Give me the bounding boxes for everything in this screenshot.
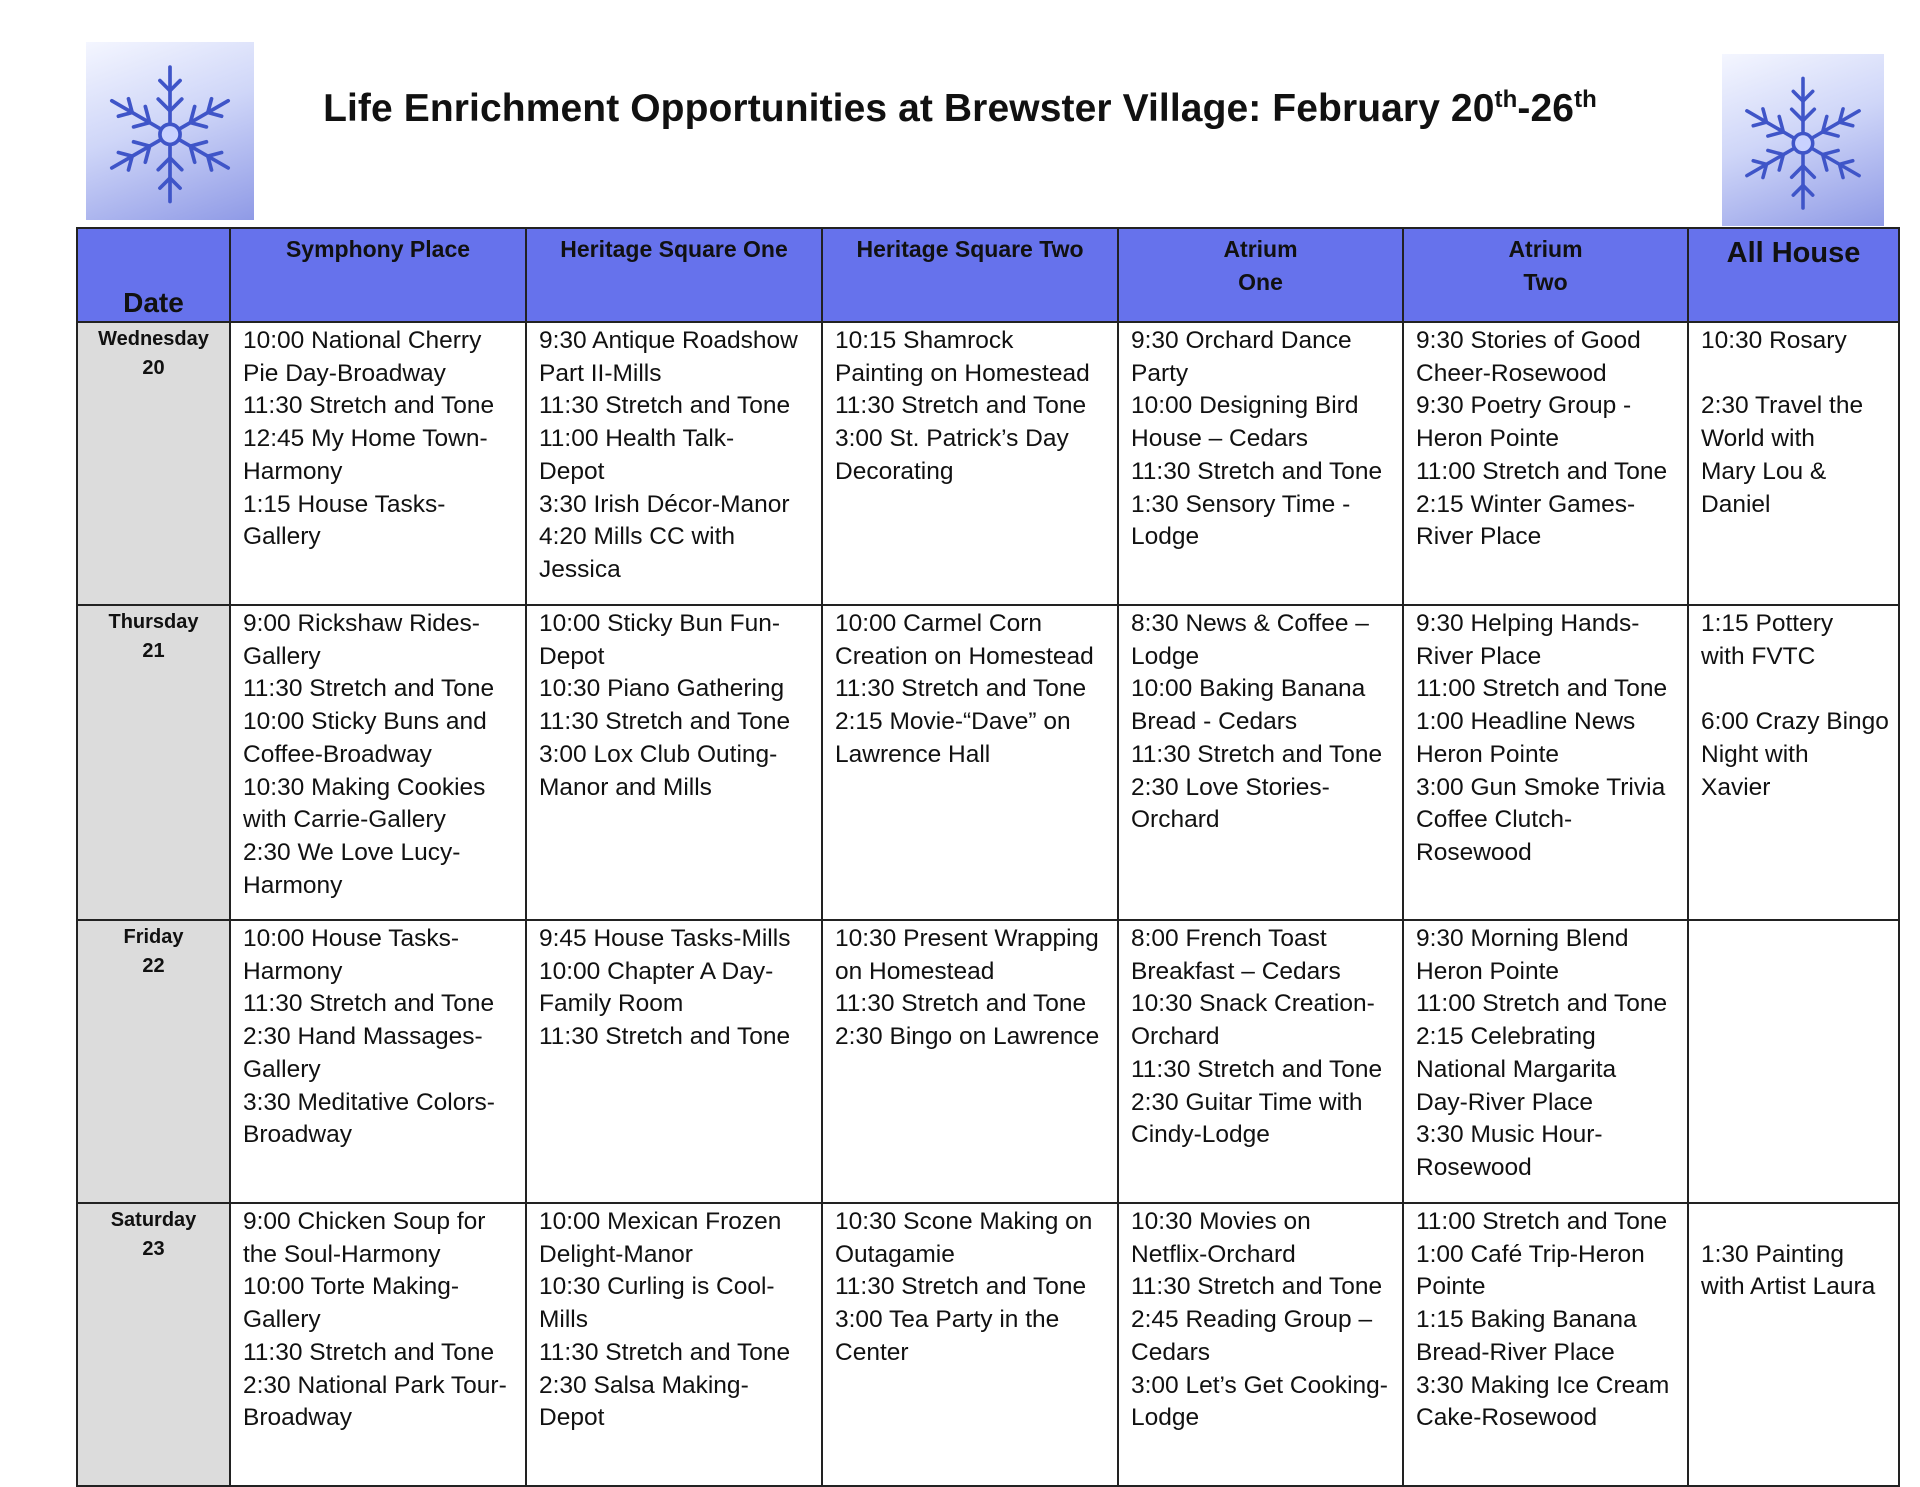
activity-line: 11:30 Stretch and Tone bbox=[243, 1338, 495, 1366]
activity-line: Harmony bbox=[243, 871, 343, 899]
activity-line: 11:30 Stretch and Tone bbox=[835, 990, 1087, 1018]
activity-line: Creation on Homestead bbox=[835, 642, 1094, 670]
activity-line: 9:30 Stories of Good bbox=[1416, 327, 1641, 354]
activity-cell-atrium-two bbox=[1403, 605, 1688, 920]
activity-line: Harmony bbox=[243, 457, 343, 485]
activity-cell-symphony-place bbox=[230, 920, 526, 1203]
activity-line: 11:30 Stretch and Tone bbox=[539, 1023, 791, 1051]
activity-line: 10:30 Present Wrapping bbox=[835, 925, 1099, 952]
activity-line: 11:30 Stretch and Tone bbox=[835, 1273, 1087, 1301]
activity-line: National Margarita bbox=[1416, 1055, 1617, 1083]
activity-cell-symphony-place bbox=[230, 1203, 526, 1486]
activity-cell-atrium-two bbox=[1403, 920, 1688, 1203]
activity-line: Cake-Rosewood bbox=[1416, 1404, 1598, 1432]
activity-line: 11:30 Stretch and Tone bbox=[1131, 1273, 1383, 1301]
activity-line: 3:00 Tea Party in the bbox=[835, 1306, 1060, 1334]
activity-line: 9:30 Orchard Dance bbox=[1131, 327, 1352, 354]
activity-line: 10:00 Torte Making- bbox=[243, 1273, 460, 1301]
activity-line: 11:00 Stretch and Tone bbox=[1416, 675, 1668, 703]
activity-line: Rosewood bbox=[1416, 1153, 1532, 1181]
activity-line: 11:30 Stretch and Tone bbox=[539, 392, 791, 420]
page-title bbox=[0, 86, 1920, 131]
activity-line bbox=[1701, 673, 1888, 706]
activity-line: Gallery bbox=[243, 1306, 321, 1334]
schedule-table bbox=[76, 227, 1900, 1487]
activity-line: 3:30 Music Hour- bbox=[1416, 1121, 1603, 1149]
activity-line bbox=[1701, 1206, 1888, 1239]
activity-line: 2:15 Winter Games- bbox=[1416, 490, 1636, 518]
activity-line: Part II-Mills bbox=[539, 359, 662, 387]
activity-line: Depot bbox=[539, 642, 605, 670]
activity-line: 4:20 Mills CC with bbox=[539, 523, 736, 551]
activity-line: Party bbox=[1131, 359, 1189, 387]
activity-line: 2:30 Guitar Time with bbox=[1131, 1088, 1363, 1116]
activity-cell-atrium-one bbox=[1118, 605, 1403, 920]
activity-line: Breakfast – Cedars bbox=[1131, 957, 1341, 985]
activity-line: 10:30 Movies on bbox=[1131, 1208, 1311, 1235]
activity-line: 2:30 Salsa Making- bbox=[539, 1371, 749, 1399]
activity-line: Harmony bbox=[243, 957, 343, 985]
activity-line: 11:30 Stretch and Tone bbox=[1131, 457, 1383, 485]
activity-line: with Artist Laura bbox=[1701, 1273, 1876, 1301]
activity-line: Outagamie bbox=[835, 1240, 955, 1268]
day-cell bbox=[77, 1203, 230, 1486]
activity-line: 2:45 Reading Group – bbox=[1131, 1306, 1373, 1334]
activity-line: Orchard bbox=[1131, 1023, 1220, 1051]
title-sup-2: th bbox=[1574, 86, 1597, 113]
activity-line: Depot bbox=[539, 457, 605, 485]
activity-line: 1:30 Sensory Time - bbox=[1131, 490, 1351, 518]
activity-line: 11:30 Stretch and Tone bbox=[539, 1338, 791, 1366]
activity-line: 11:30 Stretch and Tone bbox=[835, 392, 1087, 420]
activity-line: Delight-Manor bbox=[539, 1240, 693, 1268]
activity-line: Coffee Clutch- bbox=[1416, 806, 1573, 834]
activity-line: 10:30 Scone Making on bbox=[835, 1208, 1093, 1235]
table-row bbox=[77, 1203, 1899, 1486]
activity-line: Night with bbox=[1701, 740, 1809, 768]
activity-line: Gallery bbox=[243, 1055, 321, 1083]
activity-line: 2:30 We Love Lucy- bbox=[243, 838, 461, 866]
activity-line: 2:30 Travel the bbox=[1701, 392, 1864, 420]
day-name: Saturday bbox=[110, 1209, 197, 1231]
activity-line: Broadway bbox=[243, 1121, 352, 1149]
activity-line: 2:30 Hand Massages- bbox=[243, 1023, 483, 1051]
activity-cell-all-house bbox=[1688, 605, 1899, 920]
column-header-all-house: All House bbox=[1688, 228, 1899, 322]
activity-line: 11:30 Stretch and Tone bbox=[243, 392, 495, 420]
day-number: 21 bbox=[142, 640, 165, 662]
column-header-heritage-square-two: Heritage Square Two bbox=[822, 228, 1118, 322]
activity-cell-heritage-square-two bbox=[822, 920, 1118, 1203]
activity-line: Mills bbox=[539, 1306, 588, 1334]
activity-line: Depot bbox=[539, 1404, 605, 1432]
activity-line: Lodge bbox=[1131, 642, 1200, 670]
activity-line: 11:00 Stretch and Tone bbox=[1416, 1208, 1668, 1235]
activity-line: River Place bbox=[1416, 523, 1542, 551]
activity-line: 11:30 Stretch and Tone bbox=[243, 990, 495, 1018]
activity-line: with FVTC bbox=[1701, 642, 1816, 670]
activity-line: Netflix-Orchard bbox=[1131, 1240, 1296, 1268]
activity-line: 10:30 Piano Gathering bbox=[539, 675, 785, 703]
activity-line: 11:30 Stretch and Tone bbox=[243, 675, 495, 703]
snowflake-image-right bbox=[1722, 54, 1884, 226]
activity-line: Cedars bbox=[1131, 1338, 1210, 1366]
activity-line: Center bbox=[835, 1338, 909, 1366]
activity-line: 10:00 Baking Banana bbox=[1131, 675, 1366, 703]
activity-line: 12:45 My Home Town- bbox=[243, 425, 488, 453]
activity-line: 11:00 Stretch and Tone bbox=[1416, 457, 1668, 485]
activity-cell-heritage-square-one bbox=[526, 322, 822, 605]
activity-line: Painting on Homestead bbox=[835, 359, 1090, 387]
activity-line: 1:15 Baking Banana bbox=[1416, 1306, 1637, 1334]
activity-line: Lodge bbox=[1131, 1404, 1200, 1432]
activity-line: 1:00 Café Trip-Heron bbox=[1416, 1240, 1645, 1268]
activity-cell-all-house bbox=[1688, 1203, 1899, 1486]
activity-line: 9:30 Morning Blend bbox=[1416, 925, 1629, 952]
activity-line: the Soul-Harmony bbox=[243, 1240, 441, 1268]
table-row bbox=[77, 322, 1899, 605]
header-line: Two bbox=[1523, 269, 1568, 295]
activity-cell-atrium-two bbox=[1403, 1203, 1688, 1486]
activity-line: Lodge bbox=[1131, 523, 1200, 551]
activity-line: 11:00 Stretch and Tone bbox=[1416, 990, 1668, 1018]
activity-line: Gallery bbox=[243, 642, 321, 670]
activity-line: World with bbox=[1701, 425, 1815, 453]
activity-line: 3:00 Lox Club Outing- bbox=[539, 740, 778, 768]
activity-line: Pointe bbox=[1416, 1273, 1486, 1301]
activity-line: 10:00 House Tasks- bbox=[243, 925, 460, 952]
day-name: Wednesday bbox=[98, 328, 209, 350]
day-name: Friday bbox=[123, 926, 184, 948]
activity-cell-symphony-place bbox=[230, 605, 526, 920]
activity-line: 9:45 House Tasks-Mills bbox=[539, 925, 791, 952]
activity-line: 2:30 National Park Tour- bbox=[243, 1371, 507, 1399]
activity-line: 10:15 Shamrock bbox=[835, 327, 1014, 354]
day-number: 20 bbox=[142, 357, 165, 379]
activity-line: 11:30 Stretch and Tone bbox=[1131, 740, 1383, 768]
activity-line: 1:30 Painting bbox=[1701, 1240, 1845, 1268]
activity-line: 9:30 Antique Roadshow bbox=[539, 327, 798, 354]
activity-line: Cindy-Lodge bbox=[1131, 1121, 1270, 1149]
activity-line: Orchard bbox=[1131, 806, 1220, 834]
activity-line: 10:00 Designing Bird bbox=[1131, 392, 1359, 420]
column-header-symphony-place: Symphony Place bbox=[230, 228, 526, 322]
table-row bbox=[77, 920, 1899, 1203]
activity-line: Lawrence Hall bbox=[835, 740, 991, 768]
title-mid: -26 bbox=[1517, 87, 1575, 130]
day-cell bbox=[77, 322, 230, 605]
header-row bbox=[77, 228, 1899, 322]
activity-cell-heritage-square-one bbox=[526, 1203, 822, 1486]
activity-line: Pie Day-Broadway bbox=[243, 359, 446, 387]
activity-line: Coffee-Broadway bbox=[243, 740, 432, 768]
activity-line: Daniel bbox=[1701, 490, 1771, 518]
activity-line: 10:00 Sticky Buns and bbox=[243, 708, 487, 736]
activity-line: 3:00 St. Patrick’s Day bbox=[835, 425, 1069, 453]
activity-line: 1:15 House Tasks- bbox=[243, 490, 446, 518]
activity-line: 10:00 Chapter A Day- bbox=[539, 957, 774, 985]
activity-cell-symphony-place bbox=[230, 322, 526, 605]
title-main: Life Enrichment Opportunities at Brewster Village: February 20 bbox=[323, 87, 1495, 130]
activity-line: 3:00 Gun Smoke Trivia bbox=[1416, 773, 1666, 801]
activity-line: Gallery bbox=[243, 523, 321, 551]
activity-line bbox=[1701, 358, 1888, 391]
activity-line: 2:30 Love Stories- bbox=[1131, 773, 1330, 801]
header-line: Atrium bbox=[1223, 236, 1298, 262]
activity-line: 9:30 Helping Hands- bbox=[1416, 610, 1640, 637]
activity-cell-all-house bbox=[1688, 920, 1899, 1203]
column-header-heritage-square-one: Heritage Square One bbox=[526, 228, 822, 322]
activity-cell-heritage-square-two bbox=[822, 1203, 1118, 1486]
activity-line: Heron Pointe bbox=[1416, 957, 1560, 985]
activity-line: on Homestead bbox=[835, 957, 995, 985]
activity-line: Heron Pointe bbox=[1416, 425, 1560, 453]
activity-line: 10:30 Making Cookies bbox=[243, 773, 486, 801]
day-number: 23 bbox=[142, 1238, 165, 1260]
activity-line: Manor and Mills bbox=[539, 773, 712, 801]
header-line: Atrium bbox=[1508, 236, 1583, 262]
activity-line: 10:00 Mexican Frozen bbox=[539, 1208, 782, 1235]
activity-line: 1:00 Headline News bbox=[1416, 708, 1636, 736]
activity-line: 2:30 Bingo on Lawrence bbox=[835, 1023, 1100, 1051]
activity-line: Broadway bbox=[243, 1404, 352, 1432]
activity-line: 3:30 Irish Décor-Manor bbox=[539, 490, 790, 518]
activity-line: Cheer-Rosewood bbox=[1416, 359, 1607, 387]
activity-line: Bread - Cedars bbox=[1131, 708, 1298, 736]
snowflake-icon bbox=[86, 42, 254, 220]
activity-line: 11:30 Stretch and Tone bbox=[539, 708, 791, 736]
activity-line: 9:30 Poetry Group - bbox=[1416, 392, 1632, 420]
activity-line: 10:00 National Cherry bbox=[243, 327, 482, 354]
activity-line: 10:30 Rosary bbox=[1701, 327, 1847, 354]
snowflake-icon bbox=[1722, 54, 1884, 226]
activity-line: Heron Pointe bbox=[1416, 740, 1560, 768]
activity-cell-heritage-square-two bbox=[822, 322, 1118, 605]
header-line: One bbox=[1238, 269, 1283, 295]
table-row bbox=[77, 605, 1899, 920]
activity-cell-heritage-square-two bbox=[822, 605, 1118, 920]
day-number: 22 bbox=[142, 955, 165, 977]
activity-cell-atrium-one bbox=[1118, 920, 1403, 1203]
activity-line: 3:30 Making Ice Cream bbox=[1416, 1371, 1670, 1399]
activity-cell-all-house bbox=[1688, 322, 1899, 605]
activity-line: 8:00 French Toast bbox=[1131, 925, 1327, 952]
activity-line: House – Cedars bbox=[1131, 425, 1309, 453]
activity-line: 10:00 Sticky Bun Fun- bbox=[539, 610, 781, 637]
activity-line: 2:15 Celebrating bbox=[1416, 1023, 1596, 1051]
activity-line: 8:30 News & Coffee – bbox=[1131, 610, 1369, 637]
activity-line: 1:15 Pottery bbox=[1701, 610, 1834, 637]
day-name: Thursday bbox=[108, 611, 199, 633]
activity-line: Day-River Place bbox=[1416, 1088, 1593, 1116]
column-header-date: Date bbox=[77, 228, 230, 322]
activity-line: Family Room bbox=[539, 990, 684, 1018]
activity-line: 11:30 Stretch and Tone bbox=[1131, 1055, 1383, 1083]
activity-line: 3:30 Meditative Colors- bbox=[243, 1088, 495, 1116]
activity-line: 9:00 Rickshaw Rides- bbox=[243, 610, 480, 637]
activity-line: 10:30 Snack Creation- bbox=[1131, 990, 1375, 1018]
activity-line: Mary Lou & bbox=[1701, 457, 1827, 485]
activity-cell-heritage-square-one bbox=[526, 605, 822, 920]
activity-line: Rosewood bbox=[1416, 838, 1532, 866]
activity-line: 11:00 Health Talk- bbox=[539, 425, 735, 453]
activity-line: Xavier bbox=[1701, 773, 1771, 801]
column-header-atrium-one bbox=[1118, 228, 1403, 322]
activity-line: River Place bbox=[1416, 642, 1542, 670]
activity-line: 11:30 Stretch and Tone bbox=[835, 675, 1087, 703]
day-cell bbox=[77, 920, 230, 1203]
activity-line: 2:15 Movie-“Dave” on bbox=[835, 708, 1071, 736]
activity-cell-heritage-square-one bbox=[526, 920, 822, 1203]
activity-cell-atrium-two bbox=[1403, 322, 1688, 605]
activity-line: Bread-River Place bbox=[1416, 1338, 1615, 1366]
snowflake-image-left bbox=[86, 42, 254, 220]
day-cell bbox=[77, 605, 230, 920]
activity-line: with Carrie-Gallery bbox=[243, 806, 446, 834]
activity-cell-atrium-one bbox=[1118, 322, 1403, 605]
activity-line: 3:00 Let’s Get Cooking- bbox=[1131, 1371, 1388, 1399]
activity-line: Decorating bbox=[835, 457, 954, 485]
activity-line: 9:00 Chicken Soup for bbox=[243, 1208, 486, 1235]
activity-line: 10:00 Carmel Corn bbox=[835, 610, 1042, 637]
title-sup-1: th bbox=[1494, 86, 1518, 113]
column-header-atrium-two bbox=[1403, 228, 1688, 322]
activity-line: 6:00 Crazy Bingo bbox=[1701, 708, 1889, 736]
activity-line: Jessica bbox=[539, 555, 621, 583]
activity-cell-atrium-one bbox=[1118, 1203, 1403, 1486]
activity-line: 10:30 Curling is Cool- bbox=[539, 1273, 775, 1301]
